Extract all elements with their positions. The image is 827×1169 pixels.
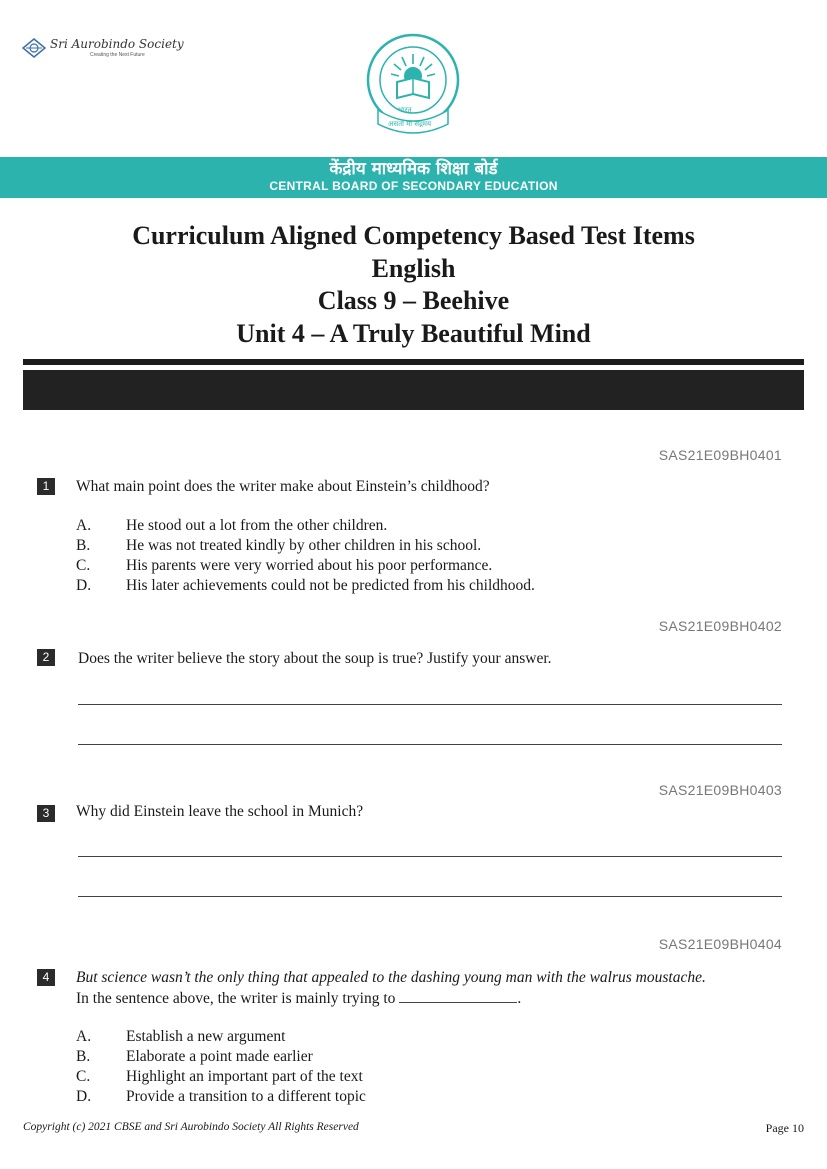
board-name-english: CENTRAL BOARD OF SECONDARY EDUCATION <box>269 179 558 193</box>
question-code: SAS21E09BH0403 <box>658 782 782 798</box>
sri-aurobindo-society-logo <box>22 38 184 58</box>
option-text: Provide a transition to a different topic <box>126 1088 366 1105</box>
question-number-badge: 4 <box>37 969 55 986</box>
title-line-2: English <box>371 253 456 283</box>
question-number-badge: 2 <box>37 649 55 666</box>
fill-blank[interactable] <box>399 988 517 1003</box>
option-text: He stood out a lot from the other children. <box>126 517 388 534</box>
option-item[interactable] <box>76 1047 366 1067</box>
seal-motto: असतो मा सद्गमय <box>388 120 432 128</box>
answer-line[interactable] <box>78 744 782 745</box>
option-letter: A. <box>76 517 92 534</box>
option-text: His parents were very worried about his poor performance. <box>126 557 493 574</box>
title-line-3: Class 9 – Beehive <box>317 286 510 315</box>
option-letter: D. <box>76 577 92 594</box>
question-prompt-end: . <box>517 990 522 1007</box>
section-bar <box>23 370 804 410</box>
title-line-1: Curriculum Aligned Competency Based Test Items <box>132 221 695 250</box>
option-letter: C. <box>76 557 91 574</box>
sas-emblem-icon <box>22 38 46 58</box>
option-list <box>76 1027 366 1107</box>
quoted-sentence: But science wasn’t the only thing that appealed to the dashing young man with the walrus moustache. <box>76 969 706 986</box>
page-number: Page 10 <box>765 1121 804 1135</box>
question-text <box>76 967 706 1009</box>
board-name-hindi: केंद्रीय माध्यमिक शिक्षा बोर्ड <box>329 159 498 179</box>
answer-line[interactable] <box>78 896 782 897</box>
option-letter: B. <box>76 1048 91 1065</box>
cbse-seal <box>364 32 462 145</box>
seal-caption: भारत <box>398 106 412 114</box>
sas-logo-text: Sri Aurobindo Society <box>50 37 184 51</box>
title-line-4: Unit 4 – A Truly Beautiful Mind <box>236 318 591 348</box>
title-divider <box>23 359 804 365</box>
board-banner <box>0 157 827 198</box>
sas-tagline: Creating the Next Future <box>90 52 145 58</box>
option-item[interactable] <box>76 1027 366 1047</box>
question-text: What main point does the writer make about Einstein’s childhood? <box>76 478 490 495</box>
option-item[interactable] <box>76 1087 366 1107</box>
question-number-badge: 3 <box>37 805 55 822</box>
option-list <box>76 516 535 596</box>
option-letter: D. <box>76 1088 92 1105</box>
option-letter: C. <box>76 1068 91 1085</box>
question-code: SAS21E09BH0402 <box>658 618 782 634</box>
option-item[interactable] <box>76 516 535 536</box>
answer-line[interactable] <box>78 856 782 857</box>
answer-line[interactable] <box>78 704 782 705</box>
question-text: Does the writer believe the story about the soup is true? Justify your answer. <box>78 650 552 667</box>
option-text: He was not treated kindly by other children in his school. <box>126 537 482 554</box>
option-text: Highlight an important part of the text <box>126 1068 363 1085</box>
option-letter: B. <box>76 537 91 554</box>
question-number-badge: 1 <box>37 478 55 495</box>
question-code: SAS21E09BH0401 <box>658 447 782 463</box>
option-letter: A. <box>76 1028 92 1045</box>
option-text: Establish a new argument <box>126 1028 286 1045</box>
question-prompt: In the sentence above, the writer is mainly trying to <box>76 990 396 1007</box>
option-item[interactable] <box>76 536 535 556</box>
option-item[interactable] <box>76 576 535 596</box>
option-item[interactable] <box>76 1067 366 1087</box>
option-text: Elaborate a point made earlier <box>126 1048 313 1065</box>
option-item[interactable] <box>76 556 535 576</box>
document-titles <box>0 220 827 350</box>
question-code: SAS21E09BH0404 <box>658 936 782 952</box>
option-text: His later achievements could not be predicted from his childhood. <box>126 577 535 594</box>
question-text: Why did Einstein leave the school in Munich? <box>76 803 364 820</box>
copyright-notice: Copyright (c) 2021 CBSE and Sri Aurobindo Society All Rights Reserved <box>23 1121 359 1133</box>
